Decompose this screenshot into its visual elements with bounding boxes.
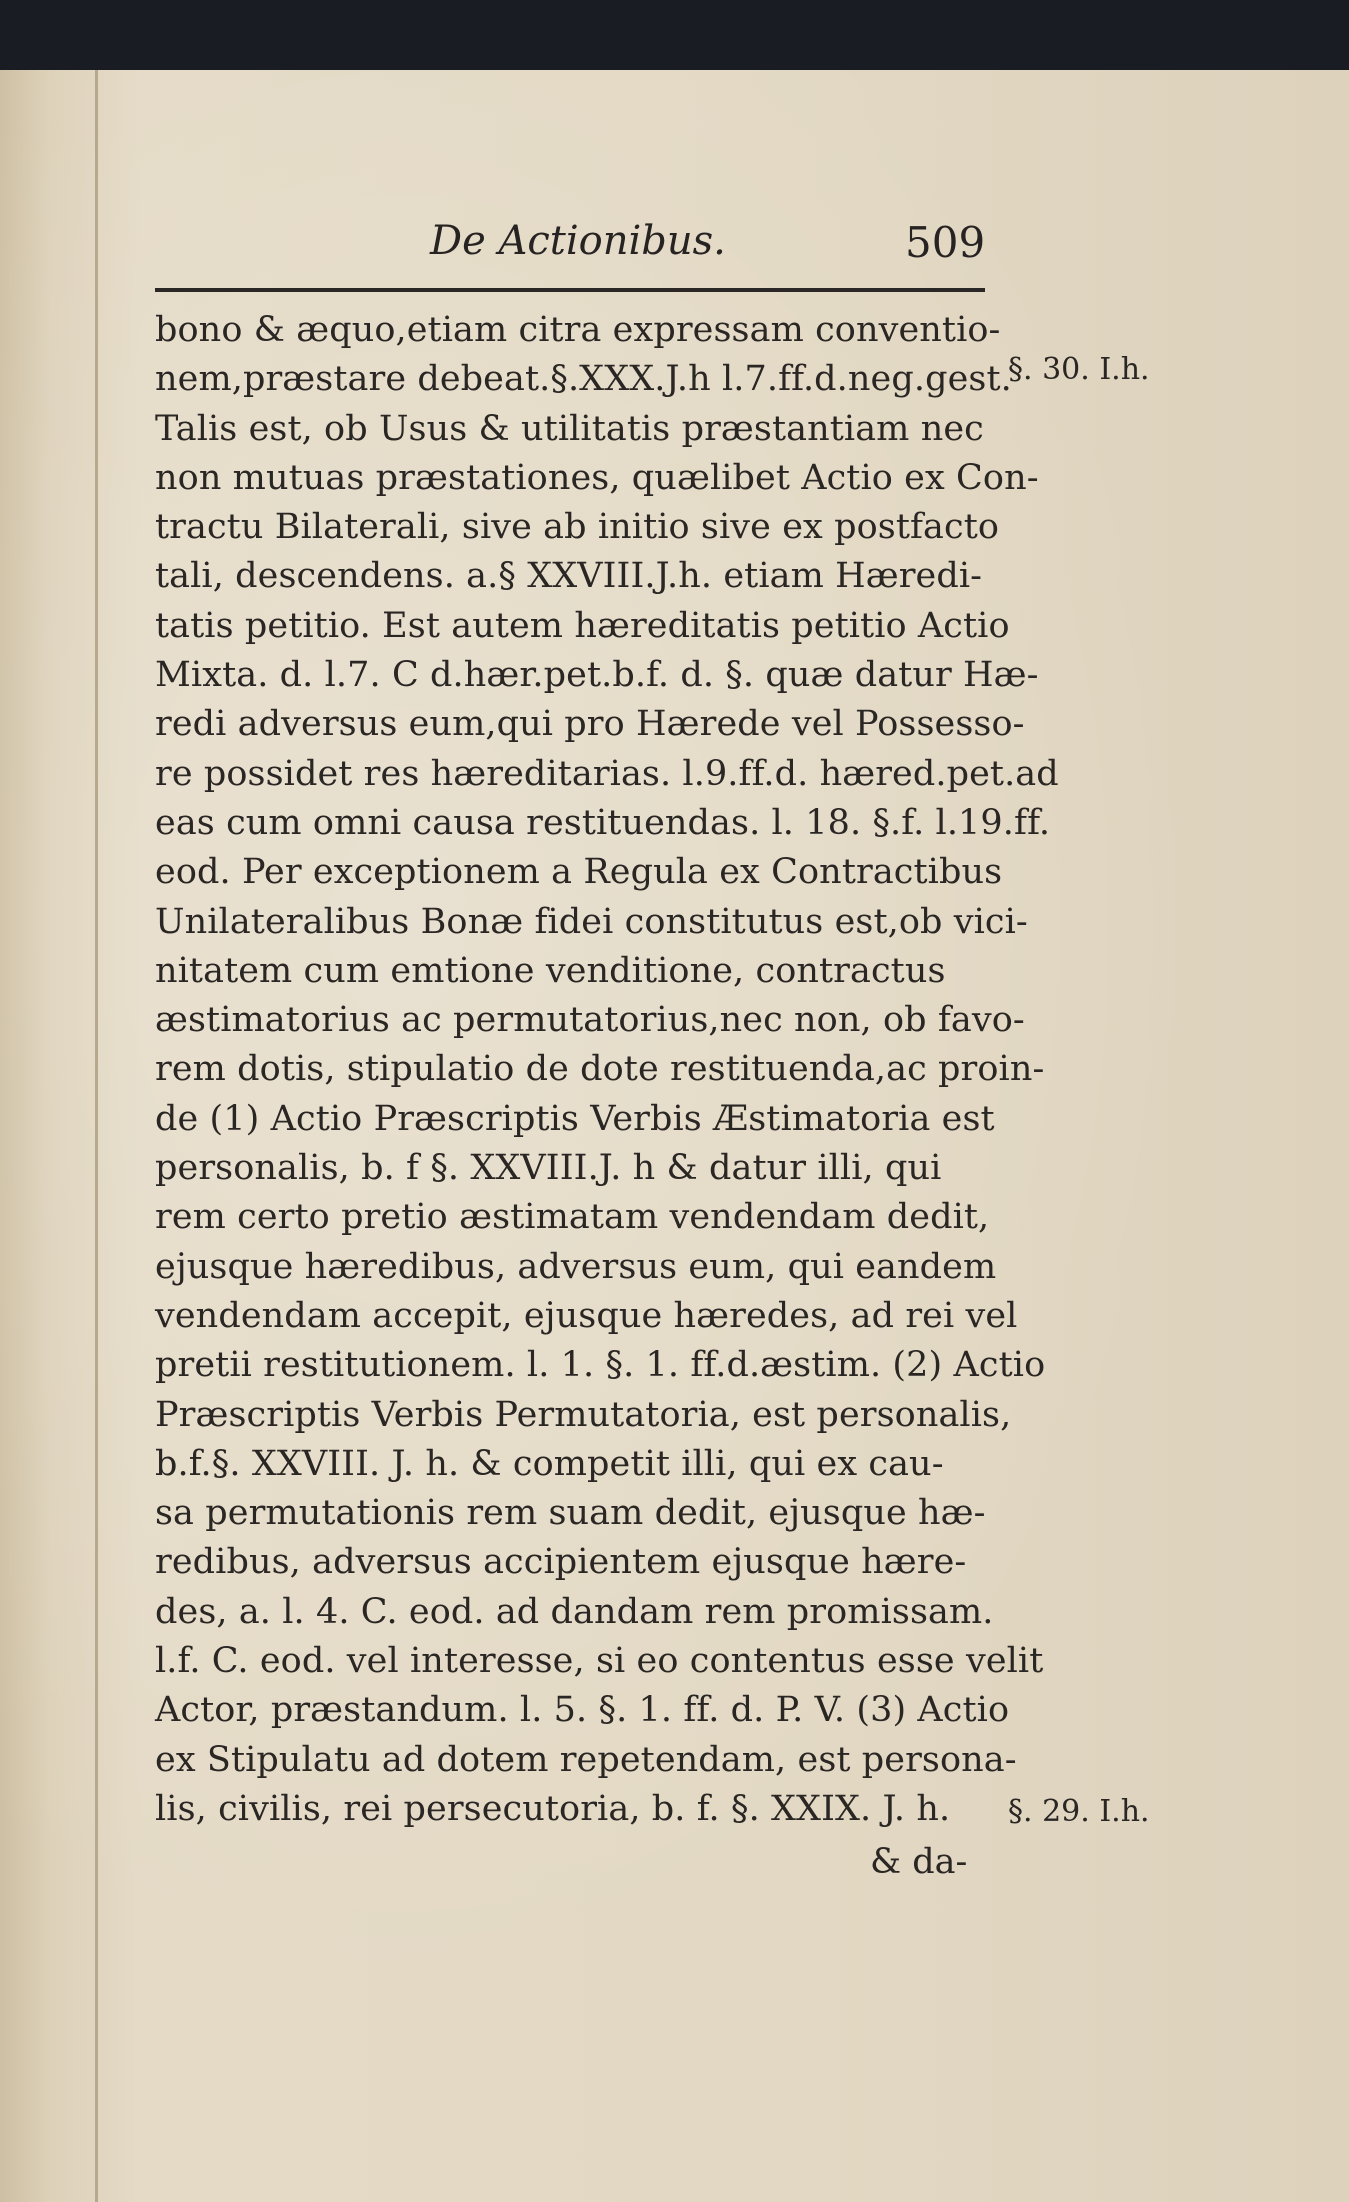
page-gutter [95, 70, 98, 2202]
text-line: eas cum omni causa restituendas. l. 18. §.f. l.19.ff. [155, 802, 1051, 843]
text-line: æstimatorius ac permutatorius,nec non, ob favo- [155, 1000, 1025, 1041]
running-header [150, 148, 986, 267]
text-line: Mixta. d. l.7. C d.hær.pet.b.f. d. §. quæ datur Hæ- [155, 655, 1039, 696]
catchword: & da- [870, 1842, 968, 1882]
margin-note: §. 29. I.h. [1008, 1794, 1150, 1829]
text-line: non mutuas præstationes, quælibet Actio ex Con- [155, 457, 1039, 498]
text-line: l.f. C. eod. vel interesse, si eo contentus esse velit [155, 1641, 1044, 1682]
page-number: 509 [905, 218, 986, 267]
text-line: rem dotis, stipulatio de dote restituenda,ac proin- [155, 1049, 1045, 1090]
text-line: sa permutationis rem suam dedit, ejusque hæ- [155, 1493, 986, 1534]
text-line: tatis petitio. Est autem hæreditatis petitio Actio [155, 605, 1010, 646]
text-line: nitatem cum emtione venditione, contractus [155, 950, 946, 991]
text-line: ex Stipulatu ad dotem repetendam, est persona- [155, 1739, 1017, 1780]
text-line: des, a. l. 4. C. eod. ad dandam rem promissam. [155, 1591, 994, 1632]
text-line: ejusque hæredibus, adversus eum, qui eandem [155, 1246, 997, 1287]
text-line: redi adversus eum,qui pro Hærede vel Possesso- [155, 704, 1025, 745]
text-line: tali, descendens. a.§ XXVIII.J.h. etiam Hæredi- [155, 556, 983, 597]
text-line: tractu Bilaterali, sive ab initio sive ex postfacto [155, 507, 1000, 548]
text-line: personalis, b. f §. XXVIII.J. h & datur illi, qui [155, 1148, 942, 1189]
text-line: nem,præstare debeat.§.XXX.J.h l.7.ff.d.neg.gest. [155, 359, 1012, 400]
margin-note: §. 30. I.h. [1008, 352, 1150, 387]
text-line: Unilateralibus Bonæ fidei constitutus est,ob vici- [155, 901, 1028, 942]
text-line: Talis est, ob Usus & utilitatis præstantiam nec [155, 408, 984, 449]
text-line: bono & æquo,etiam citra expressam conventio- [155, 310, 1001, 350]
book-page [0, 70, 1349, 2202]
text-line: pretii restitutionem. l. 1. §. 1. ff.d.æstim. (2) Actio [155, 1345, 1046, 1386]
text-line: de (1) Actio Præscriptis Verbis Æstimatoria est [155, 1098, 995, 1139]
body-text [155, 306, 1059, 1834]
header-rule [155, 288, 985, 292]
text-line: rem certo pretio æstimatam vendendam dedit, [155, 1197, 990, 1238]
text-line: lis, civilis, rei persecutoria, b. f. §. XXIX. J. h. [155, 1788, 951, 1829]
text-line: vendendam accepit, ejusque hæredes, ad rei vel [155, 1295, 1018, 1336]
text-line: Actor, præstandum. l. 5. §. 1. ff. d. P. V. (3) Actio [155, 1690, 1010, 1731]
text-line: Præscriptis Verbis Permutatoria, est personalis, [155, 1394, 1012, 1435]
text-line: re possidet res hæreditarias. l.9.ff.d. hæred.pet.ad [155, 753, 1059, 794]
running-title: De Actionibus. [430, 218, 726, 264]
text-line: redibus, adversus accipientem ejusque hære- [155, 1542, 967, 1583]
text-line: b.f.§. XXVIII. J. h. & competit illi, qui ex cau- [155, 1443, 944, 1484]
text-line: eod. Per exceptionem a Regula ex Contractibus [155, 852, 1003, 893]
